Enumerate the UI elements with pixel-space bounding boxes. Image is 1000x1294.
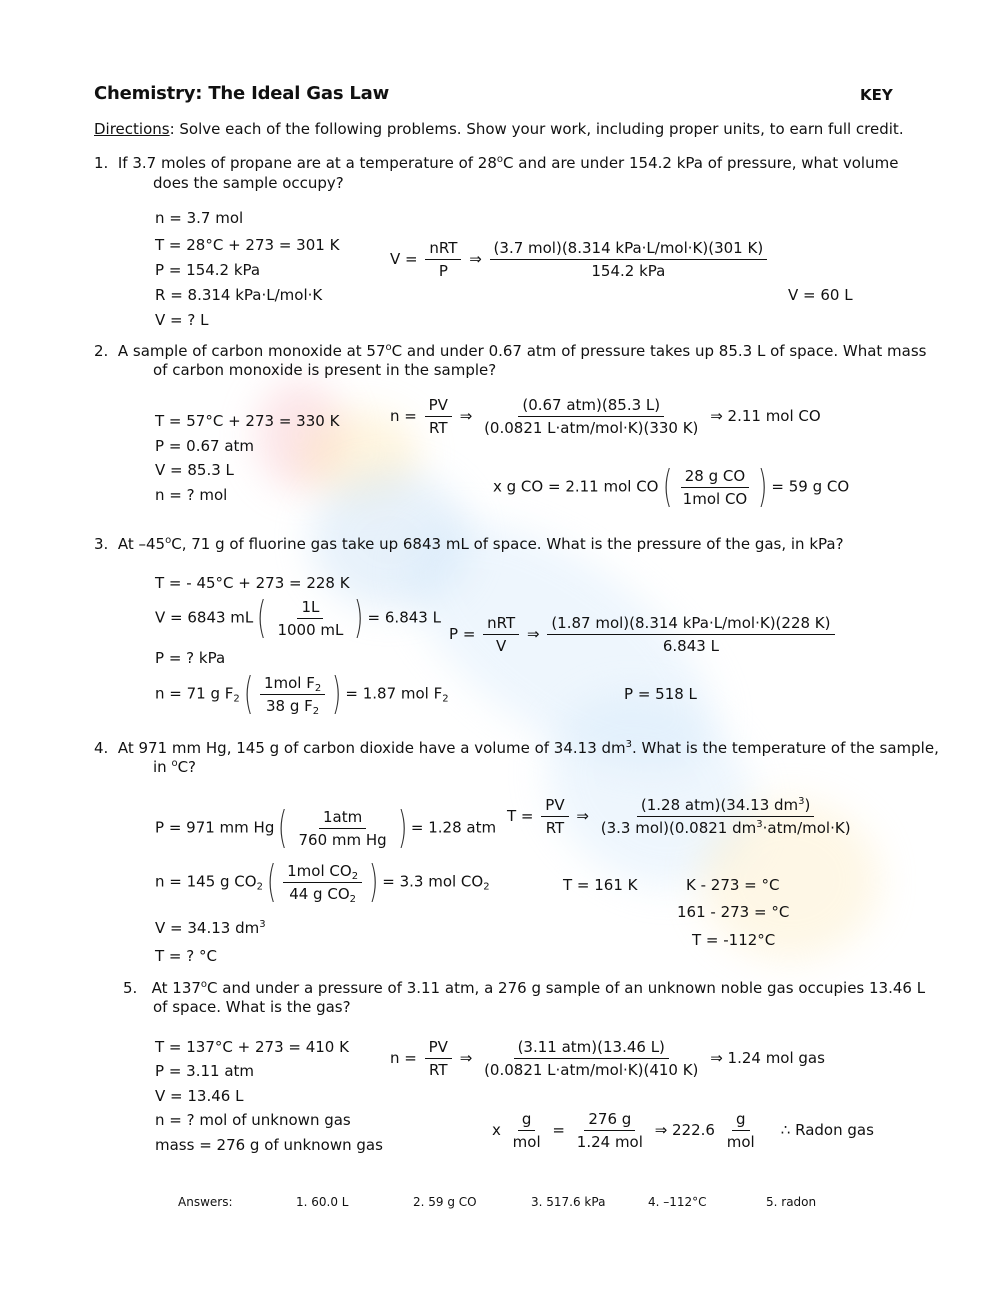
question-text: A sample of carbon monoxide at 57 <box>117 342 386 360</box>
answer-1: 1. 60.0 L <box>296 1195 349 1209</box>
subscript: 2 <box>256 881 263 893</box>
question-text: If 3.7 moles of propane are at a temperature of 28 <box>117 154 497 172</box>
degree-sup: o <box>200 979 208 990</box>
given-r: R = 8.314 kPa·L/mol·K <box>155 286 323 304</box>
result-4-kelvin: T = 161 K <box>563 876 638 894</box>
given-n-lhs: n = 71 g F <box>155 684 234 703</box>
answers-label: Answers: <box>178 1195 233 1209</box>
given-v <box>155 596 441 640</box>
question-text: . What is the temperature of the sample, <box>632 739 939 757</box>
given-n <box>155 860 490 904</box>
given-p: P = 3.11 atm <box>155 1062 255 1080</box>
given-p-result: = 1.28 atm <box>410 818 497 837</box>
denominator-text: (3.3 mol)(0.0821 dm <box>600 819 757 837</box>
problem-5-question-line2: of space. What is the gas? <box>153 998 351 1016</box>
parenthesis <box>274 806 411 850</box>
key-label: KEY <box>860 86 893 104</box>
conversion-2 <box>493 465 849 509</box>
question-text: C and under 0.67 atm of pressure takes up 85.3 L of space. What mass <box>391 342 927 360</box>
problem-number: 1. <box>94 154 109 172</box>
given-v-lhs: V = 6843 mL <box>155 608 254 627</box>
denominator: mol <box>512 1133 541 1151</box>
given-n <box>155 672 449 716</box>
denominator: RT <box>429 419 448 437</box>
given-p-lhs: P = 971 mm Hg <box>155 818 275 837</box>
given-v: V = 85.3 L <box>155 461 234 479</box>
denominator: mol <box>726 1133 755 1151</box>
superscript: 3 <box>756 819 763 830</box>
denominator: (0.0821 L·atm/mol·K)(410 K) <box>484 1061 699 1079</box>
formula-lhs: T = <box>507 807 534 825</box>
conversion-lhs: x g CO = 2.11 mol CO <box>493 477 659 496</box>
directions <box>94 120 904 138</box>
question-text: At 137 <box>151 979 201 997</box>
given-n-lhs: n = 145 g CO <box>155 872 257 891</box>
denominator: V <box>496 637 507 655</box>
page-title: Chemistry: The Ideal Gas Law <box>94 83 390 104</box>
degree-sup: o <box>171 758 178 769</box>
numerator: (3.11 atm)(13.46 L) <box>514 1037 669 1059</box>
numerator: PV <box>425 395 452 417</box>
unit-fraction <box>509 1109 545 1152</box>
numerator <box>260 673 325 695</box>
subscript: 2 <box>483 881 490 893</box>
calc-fraction <box>480 395 702 438</box>
numerator: (3.7 mol)(8.314 kPa·L/mol·K)(301 K) <box>490 238 768 260</box>
problem-5-question <box>123 979 925 997</box>
given-n-result: = 3.3 mol CO <box>382 872 484 891</box>
parenthesis <box>263 860 382 904</box>
molar-mass-value: ⇒ 222.6 <box>654 1121 715 1139</box>
denominator: P <box>438 262 448 280</box>
superscript: 3 <box>798 796 805 807</box>
problem-4-question-line2 <box>153 758 196 776</box>
implies-arrow: ⇒ <box>469 250 482 268</box>
denominator: 1mol CO <box>682 489 748 508</box>
problem-3-question <box>94 535 844 553</box>
superscript: 3 <box>625 739 633 750</box>
molar-mass-calc <box>492 1109 874 1152</box>
step-2: 161 - 273 = °C <box>677 903 790 921</box>
conclusion: ∴ Radon gas <box>780 1121 874 1139</box>
implies-arrow: ⇒ <box>459 1049 473 1067</box>
degree-sup: o <box>385 342 392 353</box>
conversion-result: = 59 g CO <box>771 477 850 496</box>
unit-fraction <box>723 1109 759 1152</box>
problem-1-question-line2: does the sample occupy? <box>153 174 344 192</box>
calc-fraction <box>490 238 768 281</box>
formula-5 <box>390 1037 825 1080</box>
numerator: PV <box>541 795 568 817</box>
denominator: 1000 mL <box>277 620 344 639</box>
numerator-text: 1mol F <box>263 673 315 692</box>
given-n-result: = 1.87 mol F <box>345 684 443 703</box>
fraction <box>679 466 752 509</box>
superscript: 3 <box>259 919 266 930</box>
denominator <box>597 817 855 838</box>
denominator: 6.843 L <box>662 637 719 655</box>
calc-result: ⇒ 1.24 mol gas <box>710 1049 825 1067</box>
fraction <box>541 795 568 838</box>
subscript: 2 <box>351 870 359 882</box>
numerator: nRT <box>483 613 519 635</box>
calc-fraction <box>547 613 834 656</box>
step-3: T = -112°C <box>692 931 776 949</box>
implies-arrow: ⇒ <box>576 807 589 825</box>
numerator: g <box>732 1109 750 1131</box>
formula-lhs: n = <box>390 1049 417 1067</box>
unknown-x: x <box>492 1121 501 1139</box>
given-t: T = - 45°C + 273 = 228 K <box>155 574 350 592</box>
implies-arrow: ⇒ <box>526 625 540 643</box>
answer-2: 2. 59 g CO <box>413 1195 477 1209</box>
given-v-result: = 6.843 L <box>367 608 441 627</box>
given-p: P = ? kPa <box>155 649 226 667</box>
subscript: 2 <box>349 893 357 905</box>
equals: = <box>552 1121 565 1139</box>
problem-2-question <box>94 342 926 360</box>
problem-number: 2. <box>94 342 109 360</box>
problem-number: 5. <box>123 979 138 997</box>
fraction <box>425 395 452 438</box>
formula-lhs: P = <box>449 625 476 643</box>
formula-lhs: V = <box>390 250 418 268</box>
watermark-blob-pink <box>255 380 345 490</box>
degree-sup: o <box>496 154 504 165</box>
numerator-text: 1mol CO <box>287 861 352 880</box>
question-text: C and are under 154.2 kPa of pressure, what volume <box>503 154 899 172</box>
denominator: 1.24 mol <box>576 1133 643 1151</box>
subscript: 2 <box>233 693 240 705</box>
denominator: RT <box>545 819 565 837</box>
numerator: nRT <box>425 238 461 260</box>
problem-4-question <box>94 739 939 757</box>
numerator-end: ) <box>804 796 811 814</box>
formula-3 <box>449 613 838 656</box>
fraction <box>283 861 362 904</box>
given-t: T = 28°C + 273 = 301 K <box>155 236 340 254</box>
given-n: n = ? mol of unknown gas <box>155 1111 351 1129</box>
numerator: PV <box>425 1037 452 1059</box>
subscript: 2 <box>442 693 449 705</box>
given-mass: mass = 276 g of unknown gas <box>155 1136 383 1154</box>
given-v: V = ? L <box>155 311 209 329</box>
fraction <box>295 807 391 850</box>
numerator-text: (1.28 atm)(34.13 dm <box>640 796 799 814</box>
step-1: K - 273 = °C <box>686 876 780 894</box>
problem-1-question <box>94 154 898 172</box>
fraction <box>273 597 347 640</box>
formula-lhs: n = <box>390 407 417 425</box>
denominator: 760 mm Hg <box>298 830 387 849</box>
given-v <box>155 916 266 940</box>
numerator <box>283 861 362 883</box>
result-3: P = 518 L <box>624 685 697 703</box>
numerator: ( 28 g CO <box>681 466 749 488</box>
denominator-end: ·atm/mol·K) <box>762 819 851 837</box>
subscript: 2 <box>312 705 320 717</box>
implies-arrow: ⇒ <box>459 407 473 425</box>
answer-5: 5. radon <box>766 1195 817 1209</box>
question-text: in <box>153 758 172 776</box>
numerator: (1.87 mol)(8.314 kPa·L/mol·K)(228 K) <box>547 613 834 635</box>
numerator: g <box>518 1109 536 1131</box>
given-t: T = ? °C <box>155 947 217 965</box>
result-1: V = 60 L <box>788 286 853 304</box>
given-t: T = 137°C + 273 = 410 K <box>155 1038 349 1056</box>
numerator: (0.67 atm)(85.3 L) <box>518 395 664 417</box>
denominator <box>262 695 323 716</box>
denominator-text: 44 g CO <box>289 884 350 903</box>
numerator <box>637 795 815 817</box>
degree-sup: o <box>165 535 172 546</box>
problem-number: 4. <box>94 739 109 757</box>
numerator: ( 1atm <box>319 807 366 829</box>
given-v: V = 13.46 L <box>155 1087 244 1105</box>
question-text: C and under a pressure of 3.11 atm, a 276 g sample of an unknown noble gas occupies 13.46 L <box>207 979 926 997</box>
given-n: n = 3.7 mol <box>155 209 244 227</box>
question-text: C, 71 g of fluorine gas take up 6843 mL of space. What is the pressure of the gas, in kPa? <box>171 535 844 553</box>
given-p: P = 0.67 atm <box>155 437 255 455</box>
denominator: (0.0821 L·atm/mol·K)(330 K) <box>484 419 699 437</box>
given-p: P = 154.2 kPa <box>155 261 261 279</box>
fraction <box>573 1109 647 1152</box>
given-t: T = 57°C + 273 = 330 K <box>155 412 340 430</box>
parenthesis <box>253 596 367 640</box>
denominator-text: 38 g F <box>266 696 313 715</box>
given-v-text: V = 34.13 dm <box>155 919 260 937</box>
formula-1 <box>390 238 770 281</box>
directions-label: Directions <box>94 120 170 138</box>
denominator: 154.2 kPa <box>591 262 666 280</box>
question-text: At –45 <box>117 535 166 553</box>
fraction <box>483 613 519 656</box>
fraction <box>425 238 461 281</box>
parenthesis <box>659 465 772 509</box>
answer-4: 4. –112°C <box>648 1195 707 1209</box>
numerator: ( 1L <box>297 597 323 619</box>
fraction <box>425 1037 452 1080</box>
problem-2-question-line2: of carbon monoxide is present in the sample? <box>153 361 497 379</box>
question-text: At 971 mm Hg, 145 g of carbon dioxide have a volume of 34.13 dm <box>117 739 626 757</box>
directions-text: : Solve each of the following problems. Show your work, including proper units, to earn full credit. <box>169 120 904 138</box>
question-text: C? <box>177 758 197 776</box>
fraction <box>260 673 325 716</box>
parenthesis <box>240 672 346 716</box>
calc-fraction <box>597 795 855 838</box>
subscript: 2 <box>314 682 322 694</box>
answer-3: 3. 517.6 kPa <box>531 1195 606 1209</box>
calc-result: ⇒ 2.11 mol CO <box>710 407 821 425</box>
given-p <box>155 806 496 850</box>
given-n: n = ? mol <box>155 486 228 504</box>
formula-2 <box>390 395 821 438</box>
formula-4 <box>507 795 858 838</box>
numerator: 276 g <box>584 1109 635 1131</box>
denominator: RT <box>429 1061 448 1079</box>
denominator <box>285 883 360 904</box>
calc-fraction <box>480 1037 702 1080</box>
problem-number: 3. <box>94 535 109 553</box>
